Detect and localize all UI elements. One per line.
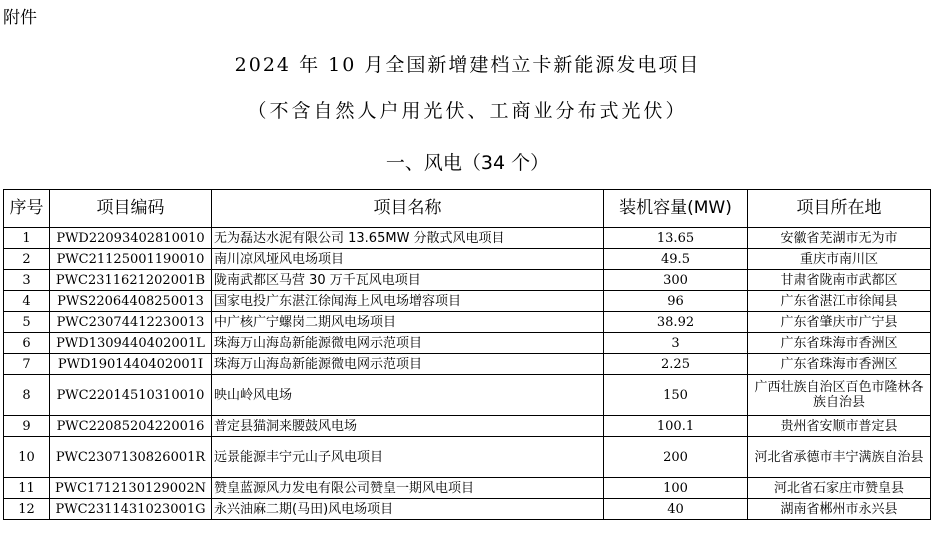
cell-location: 广西壮族自治区百色市隆林各族自治县 xyxy=(748,375,931,416)
table-row xyxy=(4,354,931,375)
table-row xyxy=(4,228,931,249)
cell-name: 陇南武都区马营 30 万千瓦风电项目 xyxy=(212,270,604,291)
table-header-row xyxy=(4,190,931,228)
cell-code: PWD1309440402001L xyxy=(50,333,212,354)
table-row xyxy=(4,291,931,312)
cell-location: 河北省承德市丰宁满族自治县 xyxy=(748,437,931,478)
cell-name: 国家电投广东湛江徐闻海上风电场增容项目 xyxy=(212,291,604,312)
cell-no: 9 xyxy=(4,416,50,437)
cell-capacity: 49.5 xyxy=(604,249,748,270)
cell-no: 10 xyxy=(4,437,50,478)
table-row xyxy=(4,249,931,270)
cell-name: 赞皇蓝源风力发电有限公司赞皇一期风电项目 xyxy=(212,478,604,499)
attachment-label: 附件 xyxy=(3,8,37,28)
cell-code: PWC22014510310010 xyxy=(50,375,212,416)
cell-capacity: 200 xyxy=(604,437,748,478)
cell-name: 珠海万山海岛新能源微电网示范项目 xyxy=(212,354,604,375)
cell-location: 广东省珠海市香洲区 xyxy=(748,333,931,354)
cell-name: 南川凉风垭风电场项目 xyxy=(212,249,604,270)
cell-capacity: 100.1 xyxy=(604,416,748,437)
cell-name: 映山岭风电场 xyxy=(212,375,604,416)
table-row xyxy=(4,499,931,520)
column-header-no: 序号 xyxy=(4,190,50,228)
cell-name: 无为磊达水泥有限公司 13.65MW 分散式风电项目 xyxy=(212,228,604,249)
cell-location: 甘肃省陇南市武都区 xyxy=(748,270,931,291)
document-title: 2024 年 10 月全国新增建档立卡新能源发电项目 xyxy=(234,54,701,76)
cell-no: 12 xyxy=(4,499,50,520)
cell-name: 中广核广宁螺岗二期风电场项目 xyxy=(212,312,604,333)
cell-capacity: 3 xyxy=(604,333,748,354)
cell-capacity: 96 xyxy=(604,291,748,312)
cell-capacity: 150 xyxy=(604,375,748,416)
column-header-code: 项目编码 xyxy=(50,190,212,228)
document-subtitle: （不含自然人户用光伏、工商业分布式光伏） xyxy=(247,100,688,122)
cell-no: 3 xyxy=(4,270,50,291)
cell-location: 广东省珠海市香洲区 xyxy=(748,354,931,375)
table-row xyxy=(4,437,931,478)
column-header-location: 项目所在地 xyxy=(748,190,931,228)
cell-no: 7 xyxy=(4,354,50,375)
cell-no: 6 xyxy=(4,333,50,354)
cell-code: PWD1901440402001I xyxy=(50,354,212,375)
table-row xyxy=(4,375,931,416)
cell-location: 湖南省郴州市永兴县 xyxy=(748,499,931,520)
cell-code: PWC2311431023001G xyxy=(50,499,212,520)
cell-location: 贵州省安顺市普定县 xyxy=(748,416,931,437)
cell-code: PWC2311621202001B xyxy=(50,270,212,291)
cell-no: 1 xyxy=(4,228,50,249)
cell-no: 5 xyxy=(4,312,50,333)
cell-name: 珠海万山海岛新能源微电网示范项目 xyxy=(212,333,604,354)
cell-location: 重庆市南川区 xyxy=(748,249,931,270)
cell-capacity: 13.65 xyxy=(604,228,748,249)
table-row xyxy=(4,333,931,354)
table-row xyxy=(4,478,931,499)
cell-name: 远景能源丰宁元山子风电项目 xyxy=(212,437,604,478)
cell-code: PWC1712130129002N xyxy=(50,478,212,499)
column-header-capacity: 装机容量(MW) xyxy=(604,190,748,228)
table-row xyxy=(4,270,931,291)
cell-capacity: 40 xyxy=(604,499,748,520)
cell-code: PWC21125001190010 xyxy=(50,249,212,270)
cell-name: 永兴油麻二期(马田)风电场项目 xyxy=(212,499,604,520)
project-table xyxy=(3,189,931,520)
cell-location: 河北省石家庄市赞皇县 xyxy=(748,478,931,499)
cell-no: 11 xyxy=(4,478,50,499)
cell-location: 广东省湛江市徐闻县 xyxy=(748,291,931,312)
cell-no: 2 xyxy=(4,249,50,270)
section-heading: 一、风电（34 个） xyxy=(385,152,550,174)
cell-code: PWC2307130826001R xyxy=(50,437,212,478)
cell-capacity: 300 xyxy=(604,270,748,291)
column-header-name: 项目名称 xyxy=(212,190,604,228)
cell-location: 广东省肇庆市广宁县 xyxy=(748,312,931,333)
cell-capacity: 38.92 xyxy=(604,312,748,333)
cell-code: PWC23074412230013 xyxy=(50,312,212,333)
cell-location: 安徽省芜湖市无为市 xyxy=(748,228,931,249)
cell-no: 4 xyxy=(4,291,50,312)
cell-no: 8 xyxy=(4,375,50,416)
cell-code: PWC22085204220016 xyxy=(50,416,212,437)
table-row xyxy=(4,416,931,437)
cell-capacity: 2.25 xyxy=(604,354,748,375)
cell-capacity: 100 xyxy=(604,478,748,499)
cell-code: PWD22093402810010 xyxy=(50,228,212,249)
cell-name: 普定县猫洞来腰鼓风电场 xyxy=(212,416,604,437)
cell-code: PWS22064408250013 xyxy=(50,291,212,312)
table-row xyxy=(4,312,931,333)
